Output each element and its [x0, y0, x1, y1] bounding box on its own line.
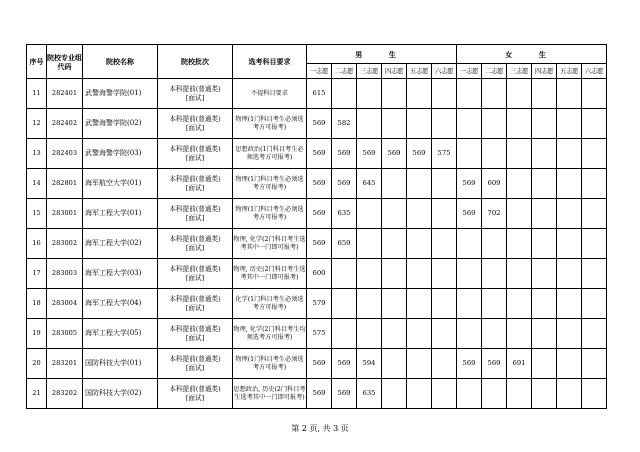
choice-header-female: 三志愿	[507, 64, 532, 79]
male-score-cell: 569	[307, 109, 332, 139]
female-score-cell	[532, 139, 557, 169]
male-score-cell: 569	[407, 139, 432, 169]
group-code-cell: 283005	[47, 319, 83, 349]
group-code-cell: 283201	[47, 349, 83, 379]
batch-cell: 本科提前(普通类) [面试]	[158, 349, 233, 379]
male-score-cell: 575	[432, 139, 457, 169]
female-score-cell	[507, 319, 532, 349]
table-row	[27, 199, 607, 229]
male-score-cell	[357, 289, 382, 319]
subject-requirement-cell: 物理, 化学(2门科目考生均须选考方可报考)	[233, 319, 307, 349]
male-score-cell: 569	[307, 199, 332, 229]
table-header	[27, 45, 607, 79]
male-score-cell	[382, 319, 407, 349]
male-score-cell	[382, 109, 407, 139]
female-score-cell	[482, 109, 507, 139]
female-score-cell	[557, 349, 582, 379]
male-score-cell	[407, 379, 432, 409]
male-score-cell	[407, 259, 432, 289]
female-score-cell	[482, 229, 507, 259]
male-score-cell: 569	[382, 139, 407, 169]
female-score-cell	[507, 199, 532, 229]
seq-cell: 12	[27, 109, 47, 139]
male-score-cell	[432, 379, 457, 409]
female-score-cell	[482, 259, 507, 289]
table-row	[27, 139, 607, 169]
female-score-cell: 569	[482, 349, 507, 379]
choice-header-male: 六志愿	[432, 64, 457, 79]
table-row	[27, 109, 607, 139]
male-score-cell: 569	[307, 139, 332, 169]
school-name-cell: 武警海警学院(01)	[83, 79, 158, 109]
table-row	[27, 229, 607, 259]
female-score-cell	[532, 349, 557, 379]
male-score-cell	[407, 109, 432, 139]
female-score-cell: 569	[457, 349, 482, 379]
batch-cell: 本科提前(普通类) [面试]	[158, 79, 233, 109]
male-score-cell	[357, 229, 382, 259]
male-score-cell: 615	[307, 79, 332, 109]
male-score-cell	[382, 349, 407, 379]
female-score-cell	[582, 319, 607, 349]
female-score-cell	[507, 109, 532, 139]
female-score-cell	[457, 379, 482, 409]
female-score-cell	[457, 229, 482, 259]
female-score-cell	[557, 79, 582, 109]
school-name-cell: 海军航空大学(01)	[83, 169, 158, 199]
group-code-cell: 282402	[47, 109, 83, 139]
male-score-cell	[332, 259, 357, 289]
female-score-cell	[457, 139, 482, 169]
seq-cell: 16	[27, 229, 47, 259]
female-score-cell	[482, 379, 507, 409]
male-score-cell	[382, 169, 407, 199]
male-score-cell: 569	[307, 169, 332, 199]
female-score-cell	[532, 169, 557, 199]
male-score-cell	[432, 79, 457, 109]
choice-header-female: 五志愿	[557, 64, 582, 79]
page-footer: 第 2 页, 共 3 页	[291, 424, 349, 433]
male-score-cell: 635	[357, 379, 382, 409]
choice-header-male: 二志愿	[332, 64, 357, 79]
school-name-cell: 海军工程大学(04)	[83, 289, 158, 319]
header-code: 院校专业组代码	[47, 45, 83, 79]
male-score-cell: 582	[332, 109, 357, 139]
male-score-cell	[382, 79, 407, 109]
school-name-cell: 海军工程大学(05)	[83, 319, 158, 349]
batch-cell: 本科提前(普通类) [面试]	[158, 229, 233, 259]
group-code-cell: 282401	[47, 79, 83, 109]
batch-cell: 本科提前(普通类) [面试]	[158, 289, 233, 319]
table-row	[27, 319, 607, 349]
group-code-cell: 283004	[47, 289, 83, 319]
female-score-cell	[507, 139, 532, 169]
male-score-cell	[357, 199, 382, 229]
male-score-cell	[432, 289, 457, 319]
male-score-cell: 575	[307, 319, 332, 349]
female-score-cell	[507, 79, 532, 109]
female-score-cell: 569	[457, 169, 482, 199]
table-row	[27, 169, 607, 199]
subject-requirement-cell: 物理, 化学(2门科目考生选考其中一门即可报考)	[233, 229, 307, 259]
female-score-cell	[582, 289, 607, 319]
female-score-cell	[482, 79, 507, 109]
male-score-cell: 569	[332, 379, 357, 409]
header-seq: 序号	[27, 45, 47, 79]
male-score-cell: 569	[332, 139, 357, 169]
female-score-cell	[532, 79, 557, 109]
table-row	[27, 259, 607, 289]
male-score-cell	[432, 109, 457, 139]
school-name-cell: 武警海警学院(03)	[83, 139, 158, 169]
male-score-cell	[357, 79, 382, 109]
subject-requirement-cell: 化学(1门科目考生必须选考方可报考)	[233, 289, 307, 319]
subject-requirement-cell: 物理(1门科目考生必须选考方可报考)	[233, 349, 307, 379]
male-score-cell: 569	[307, 379, 332, 409]
subject-requirement-cell: 不提科目要求	[233, 79, 307, 109]
female-score-cell	[582, 229, 607, 259]
female-score-cell	[482, 289, 507, 319]
male-score-cell	[407, 169, 432, 199]
table-body	[27, 79, 607, 409]
choice-header-female: 二志愿	[482, 64, 507, 79]
female-score-cell	[582, 109, 607, 139]
subject-requirement-cell: 物理(1门科目考生必须选考方可报考)	[233, 109, 307, 139]
female-score-cell	[532, 199, 557, 229]
male-score-cell	[332, 319, 357, 349]
female-score-cell	[532, 289, 557, 319]
seq-cell: 14	[27, 169, 47, 199]
group-code-cell: 282801	[47, 169, 83, 199]
header-subject-requirement: 选考科目要求	[233, 45, 307, 79]
seq-cell: 18	[27, 289, 47, 319]
female-score-cell	[457, 319, 482, 349]
seq-cell: 11	[27, 79, 47, 109]
seq-cell: 17	[27, 259, 47, 289]
female-score-cell	[557, 259, 582, 289]
group-code-cell: 282403	[47, 139, 83, 169]
header-school-name: 院校名称	[83, 45, 158, 79]
batch-cell: 本科提前(普通类) [面试]	[158, 319, 233, 349]
female-score-cell	[582, 259, 607, 289]
choice-header-male: 一志愿	[307, 64, 332, 79]
female-score-cell	[482, 319, 507, 349]
male-score-cell: 569	[307, 349, 332, 379]
female-score-cell	[507, 379, 532, 409]
male-score-cell	[332, 289, 357, 319]
female-score-cell	[557, 319, 582, 349]
seq-cell: 13	[27, 139, 47, 169]
female-score-cell	[532, 379, 557, 409]
female-score-cell	[582, 169, 607, 199]
subject-requirement-cell: 思想政治, 历史(2门科目考生选考其中一门即可报考)	[233, 379, 307, 409]
male-score-cell: 579	[307, 289, 332, 319]
male-score-cell	[432, 319, 457, 349]
male-score-cell	[407, 349, 432, 379]
choice-header-female: 六志愿	[582, 64, 607, 79]
seq-cell: 20	[27, 349, 47, 379]
group-code-cell: 283003	[47, 259, 83, 289]
admission-score-table	[26, 44, 607, 409]
male-score-cell	[407, 289, 432, 319]
batch-cell: 本科提前(普通类) [面试]	[158, 259, 233, 289]
male-score-cell: 569	[357, 139, 382, 169]
male-score-cell: 635	[332, 199, 357, 229]
subject-requirement-cell: 物理(1门科目考生必须选考方可报考)	[233, 199, 307, 229]
table-row	[27, 379, 607, 409]
subject-requirement-cell: 物理, 历史(2门科目考生选考其中一门即可报考)	[233, 259, 307, 289]
female-score-cell	[532, 109, 557, 139]
male-score-cell	[407, 79, 432, 109]
male-score-cell: 600	[307, 259, 332, 289]
female-score-cell	[507, 229, 532, 259]
male-score-cell	[332, 79, 357, 109]
female-score-cell: 609	[482, 169, 507, 199]
female-score-cell	[507, 169, 532, 199]
school-name-cell: 国防科技大学(02)	[83, 379, 158, 409]
school-name-cell: 海军工程大学(01)	[83, 199, 158, 229]
male-score-cell	[382, 379, 407, 409]
table-row	[27, 289, 607, 319]
female-score-cell	[457, 289, 482, 319]
female-score-cell	[557, 379, 582, 409]
female-score-cell	[582, 79, 607, 109]
group-code-cell: 283202	[47, 379, 83, 409]
school-name-cell: 武警海警学院(02)	[83, 109, 158, 139]
female-score-cell	[457, 109, 482, 139]
male-score-cell	[407, 229, 432, 259]
female-score-cell	[532, 229, 557, 259]
header-female: 女 生	[457, 45, 607, 64]
school-name-cell: 海军工程大学(02)	[83, 229, 158, 259]
batch-cell: 本科提前(普通类) [面试]	[158, 169, 233, 199]
group-code-cell: 283002	[47, 229, 83, 259]
female-score-cell: 569	[457, 199, 482, 229]
table-row	[27, 79, 607, 109]
male-score-cell: 594	[357, 349, 382, 379]
male-score-cell	[432, 259, 457, 289]
male-score-cell	[382, 229, 407, 259]
school-name-cell: 国防科技大学(01)	[83, 349, 158, 379]
batch-cell: 本科提前(普通类) [面试]	[158, 199, 233, 229]
male-score-cell	[357, 259, 382, 289]
seq-cell: 19	[27, 319, 47, 349]
male-score-cell: 659	[332, 229, 357, 259]
male-score-cell	[407, 199, 432, 229]
female-score-cell	[557, 169, 582, 199]
female-score-cell: 691	[507, 349, 532, 379]
choice-header-male: 五志愿	[407, 64, 432, 79]
female-score-cell	[582, 349, 607, 379]
male-score-cell	[432, 169, 457, 199]
subject-requirement-cell: 物理(1门科目考生必须选考方可报考)	[233, 169, 307, 199]
batch-cell: 本科提前(普通类) [面试]	[158, 139, 233, 169]
male-score-cell	[357, 319, 382, 349]
subject-requirement-cell: 思想政治(1门科目考生必须选考方可报考)	[233, 139, 307, 169]
table-row	[27, 349, 607, 379]
female-score-cell	[582, 139, 607, 169]
female-score-cell	[582, 199, 607, 229]
female-score-cell	[557, 109, 582, 139]
female-score-cell	[557, 289, 582, 319]
female-score-cell	[532, 319, 557, 349]
batch-cell: 本科提前(普通类) [面试]	[158, 379, 233, 409]
female-score-cell	[557, 199, 582, 229]
female-score-cell	[482, 139, 507, 169]
school-name-cell: 海军工程大学(03)	[83, 259, 158, 289]
male-score-cell	[432, 349, 457, 379]
choice-header-male: 三志愿	[357, 64, 382, 79]
choice-header-female: 四志愿	[532, 64, 557, 79]
female-score-cell: 702	[482, 199, 507, 229]
header-male: 男 生	[307, 45, 457, 64]
male-score-cell	[382, 259, 407, 289]
female-score-cell	[507, 289, 532, 319]
female-score-cell	[582, 379, 607, 409]
male-score-cell: 645	[357, 169, 382, 199]
female-score-cell	[507, 259, 532, 289]
choice-header-male: 四志愿	[382, 64, 407, 79]
male-score-cell	[357, 109, 382, 139]
male-score-cell: 569	[307, 229, 332, 259]
batch-cell: 本科提前(普通类) [面试]	[158, 109, 233, 139]
female-score-cell	[557, 139, 582, 169]
choice-header-female: 一志愿	[457, 64, 482, 79]
male-score-cell	[407, 319, 432, 349]
seq-cell: 15	[27, 199, 47, 229]
female-score-cell	[457, 259, 482, 289]
female-score-cell	[457, 79, 482, 109]
male-score-cell	[432, 199, 457, 229]
male-score-cell	[382, 289, 407, 319]
male-score-cell	[432, 229, 457, 259]
male-score-cell: 569	[332, 349, 357, 379]
female-score-cell	[532, 259, 557, 289]
header-batch: 院校批次	[158, 45, 233, 79]
male-score-cell	[382, 199, 407, 229]
seq-cell: 21	[27, 379, 47, 409]
male-score-cell: 569	[332, 169, 357, 199]
female-score-cell	[557, 229, 582, 259]
group-code-cell: 283001	[47, 199, 83, 229]
